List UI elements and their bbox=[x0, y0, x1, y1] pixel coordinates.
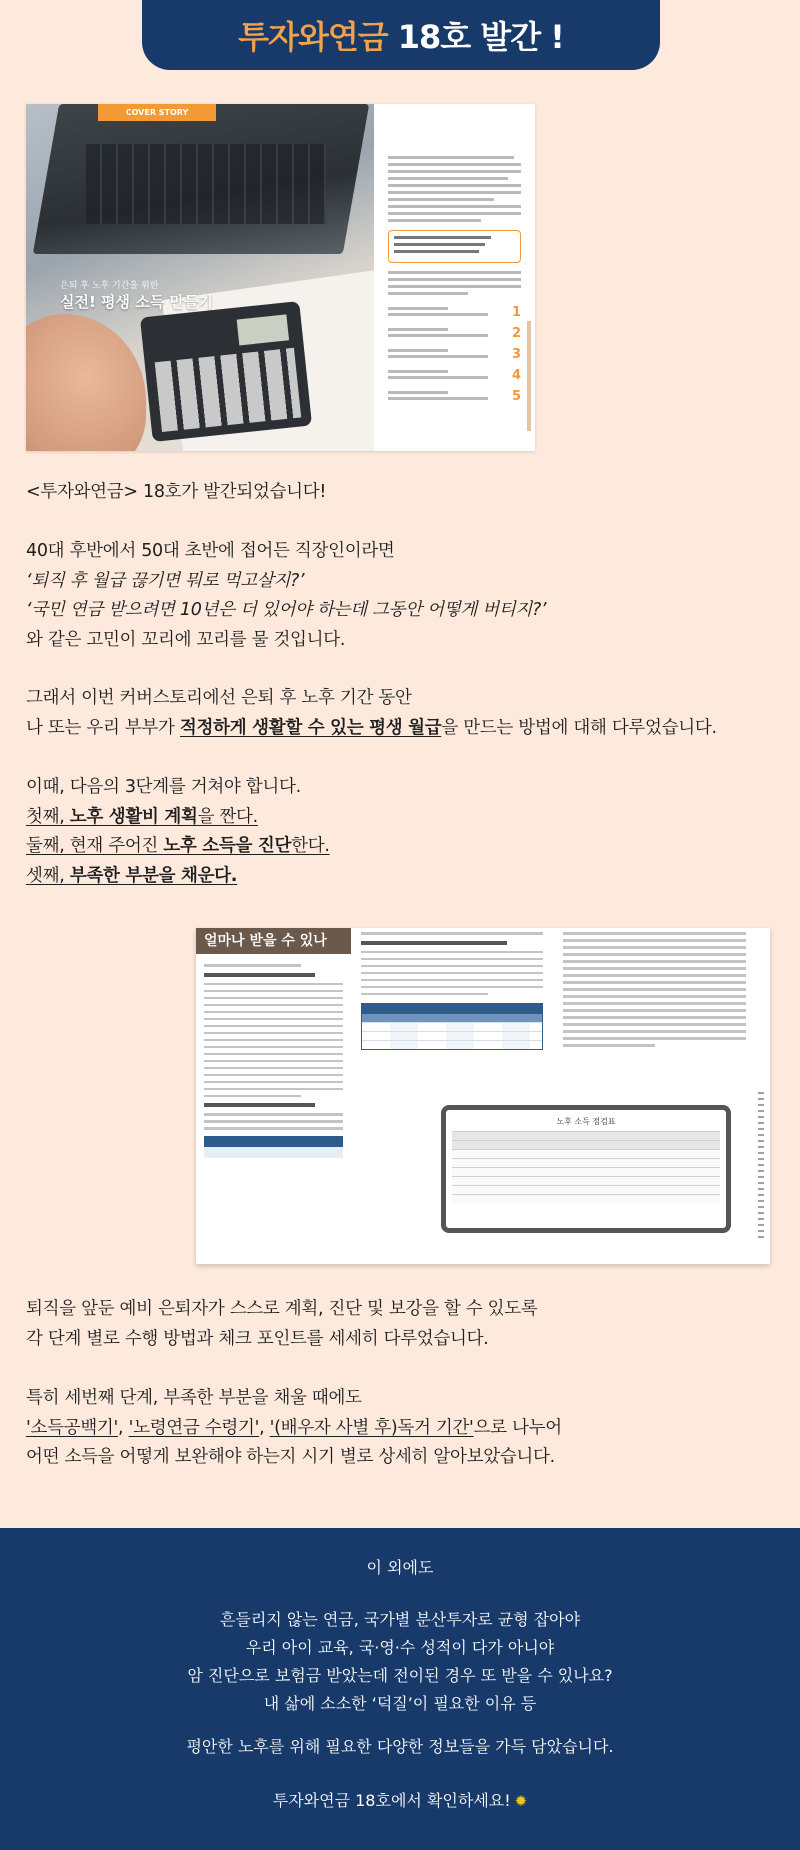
calculator-keys bbox=[155, 348, 302, 432]
inner-spread-image bbox=[196, 928, 770, 1264]
details-text bbox=[26, 1295, 538, 1354]
details-line-1: 퇴직을 앞둔 예비 은퇴자가 스스로 계획, 진단 및 보강을 할 수 있도록 bbox=[26, 1299, 538, 1319]
worries-line-1: 40대 후반에서 50대 초반에 접어든 직장인이라면 bbox=[26, 541, 395, 561]
calculator-screen bbox=[237, 314, 289, 345]
cover-story-line-2: 나 또는 우리 부부가 적정하게 생활할 수 있는 평생 월급을 만드는 방법에 대해 다루었습니다. bbox=[26, 717, 717, 738]
income-checklist-box bbox=[441, 1105, 731, 1233]
third-step-line-1: 특히 세번째 단계, 부족한 부분을 채울 때에도 bbox=[26, 1388, 362, 1408]
worries-line-4: 와 같은 고민이 꼬리에 꼬리를 물 것입니다. bbox=[26, 629, 346, 650]
worries-quote-2: ‘국민 연금 받으려면 10년은 더 있어야 하는데 그동안 어떻게 버티지?’ bbox=[26, 600, 547, 620]
page-edge-text bbox=[527, 321, 531, 431]
intro-line: <투자와연금> 18호가 발간되었습니다! bbox=[26, 482, 327, 502]
toc-row bbox=[388, 305, 521, 320]
footer-cta-text: 투자와연금 18호에서 확인하세요! bbox=[272, 1791, 511, 1810]
steps-intro: 이때, 다음의 3단계를 거쳐야 합니다. bbox=[26, 777, 301, 797]
inner-heading: 얼마나 받을 수 있나 bbox=[204, 933, 327, 949]
toc-number: 2 bbox=[511, 326, 521, 341]
footer-article: 흔들리지 않는 연금, 국가별 분산투자로 균형 잡아야 bbox=[219, 1610, 581, 1629]
inner-heading-bar bbox=[196, 928, 351, 954]
hand-graphic bbox=[26, 314, 146, 451]
footer-article: 내 삶에 소소한 ‘덕질’이 필요한 이유 등 bbox=[263, 1694, 537, 1713]
calculator-graphic bbox=[140, 301, 312, 442]
cover-story-line-1: 그래서 이번 커버스토리에선 은퇴 후 노후 기간 동안 bbox=[26, 688, 412, 708]
sun-icon: ✹ bbox=[514, 1792, 528, 1810]
cover-photo bbox=[26, 104, 374, 451]
highlight-lifetime-salary: 적정하게 생활할 수 있는 평생 월급 bbox=[179, 717, 442, 738]
cover-subtitle: 은퇴 후 노후 기간을 위한 bbox=[60, 281, 159, 291]
header bbox=[0, 0, 800, 72]
term-pension-period: '노령연금 수령기' bbox=[128, 1417, 260, 1438]
toc-number: 3 bbox=[511, 347, 521, 362]
toc-row bbox=[388, 326, 521, 341]
toc-row bbox=[388, 347, 521, 362]
banner-brand: 투자와연금 bbox=[238, 18, 388, 56]
toc-row bbox=[388, 368, 521, 383]
issue-banner bbox=[142, 0, 660, 70]
cover-story-spread-image bbox=[26, 104, 535, 451]
intro-text bbox=[26, 478, 326, 508]
third-step-line-2: '소득공백기', '노령연금 수령기', '(배우자 사별 후)독거 기간'으로 나누어 bbox=[26, 1417, 562, 1438]
cover-story-text bbox=[26, 684, 717, 743]
steps-summary-box bbox=[388, 230, 521, 263]
footer-article-list bbox=[0, 1606, 800, 1718]
banner-issue: 18호 발간 ! bbox=[397, 18, 564, 56]
keyboard-graphic bbox=[86, 144, 326, 224]
term-living-alone: '(배우자 사별 후)독거 기간' bbox=[269, 1417, 474, 1438]
pension-table-graphic bbox=[361, 1003, 543, 1050]
details-line-2: 각 단계 별로 수행 방법과 체크 포인트를 세세히 다루었습니다. bbox=[26, 1328, 489, 1349]
step-2: 둘째, 현재 주어진 노후 소득을 진단한다. bbox=[26, 836, 330, 856]
footer bbox=[0, 1528, 800, 1850]
steps-text bbox=[26, 773, 330, 891]
toc-number: 5 bbox=[511, 389, 521, 404]
checklist-title: 노후 소득 점검표 bbox=[556, 1117, 616, 1126]
footer-cta bbox=[0, 1787, 800, 1815]
worries-text bbox=[26, 537, 546, 655]
step-1: 첫째, 노후 생활비 계획을 짠다. bbox=[26, 806, 258, 827]
footer-title: 이 외에도 bbox=[366, 1558, 434, 1577]
third-step-line-3: 어떤 소득을 어떻게 보완해야 하는지 시기 별로 상세히 알아보았습니다. bbox=[26, 1447, 555, 1467]
footer-article: 암 진단으로 보험금 받았는데 전이된 경우 또 받을 수 있나요? bbox=[187, 1666, 613, 1685]
toc-row bbox=[388, 389, 521, 404]
footer-article: 우리 아이 교육, 국·영·수 성적이 다가 아니야 bbox=[245, 1638, 555, 1657]
toc-number: 1 bbox=[511, 305, 521, 320]
worries-quote-1: ‘퇴직 후 월급 끊기면 뭐로 먹고살지?’ bbox=[26, 570, 305, 591]
cover-story-tag: COVER STORY bbox=[98, 104, 216, 121]
toc-number: 4 bbox=[511, 368, 521, 383]
page-edge-graphic bbox=[758, 1088, 764, 1238]
footer-summary: 평안한 노후를 위해 필요한 다양한 정보들을 가득 담았습니다. bbox=[186, 1737, 614, 1756]
inner-left-column bbox=[196, 928, 351, 1264]
cover-title: 실전! 평생 소득 만들기 bbox=[60, 293, 213, 311]
step-3: 셋째, 부족한 부분을 채운다. bbox=[26, 865, 238, 886]
term-income-gap: '소득공백기' bbox=[26, 1417, 119, 1438]
mini-table-graphic bbox=[204, 1136, 343, 1158]
third-step-text bbox=[26, 1384, 562, 1473]
cover-text-page bbox=[374, 104, 535, 451]
